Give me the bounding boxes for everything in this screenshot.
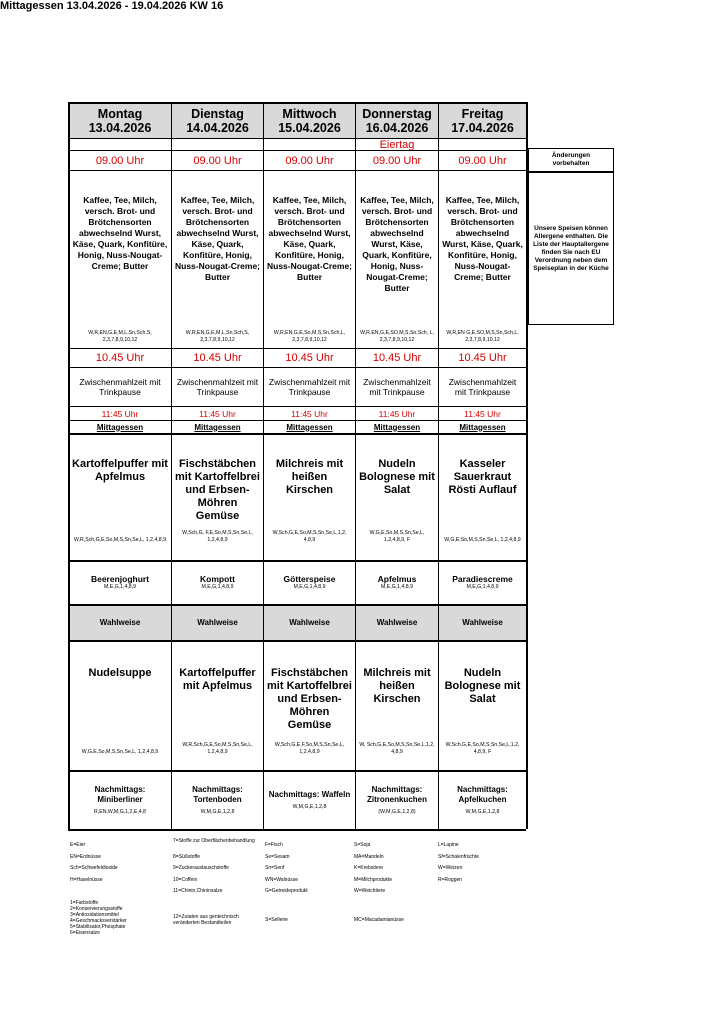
- breakfast-allergens: W,R,EN,G,E,M,L,Sn,Sch,S, 2,3,7,8,9,10,12: [88, 330, 152, 343]
- lunch-time: 11:45 Uhr: [199, 408, 236, 419]
- main-dish: Kasseler Sauerkraut Rösti Auflauf: [448, 458, 517, 496]
- afternoon-cell: [265, 771, 354, 829]
- legend-entry: Sch=Schwefeldioxide: [70, 865, 118, 871]
- breakfast-cell: [70, 171, 170, 348]
- lunch-label: Mittagessen: [286, 422, 333, 432]
- legend-entry: WN=Walnüsse: [265, 876, 299, 883]
- day-name: Freitag: [461, 106, 504, 121]
- dessert-allergens: M,E,G,1,4,8,9: [466, 584, 499, 590]
- alternative-allergens: W,Sch,G,E,F,So,M,S,Sn,Se,L, 1,2,4,8,9: [274, 742, 345, 755]
- alternative-cell: [265, 641, 354, 770]
- grid-line: [68, 367, 526, 368]
- wahlweise-label: Wahlweise: [376, 618, 418, 627]
- dessert-cell: [70, 561, 170, 604]
- legend-entry: EN=Erdnüsse: [70, 853, 101, 860]
- breakfast-text: Kaffee, Tee, Milch, versch. Brot- und Brötchensorten abwechselnd Wurst, Käse, Quark, Konfitüre, Honig, Nuss-Nougat-Creme; Butter: [360, 195, 434, 293]
- main-dish: Kartoffelpuffer mit Apfelmus: [72, 458, 168, 483]
- grid-line: [68, 604, 526, 606]
- holiday-label: [70, 139, 170, 150]
- dessert: Apfelmus: [377, 574, 417, 584]
- dessert-allergens: M,E,G,1,4,8,9: [380, 584, 413, 590]
- grid-line: [68, 150, 526, 151]
- breakfast-text: Kaffee, Tee, Milch, versch. Brot- und Brötchensorten abwechselnd Wurst, Käse, Quark, Konfitüre, Honig, Nuss-Nougat-Creme; Butter: [267, 195, 353, 282]
- afternoon-allergens: W,M,G,E,1,2,8: [465, 808, 500, 815]
- breakfast-time: 09.00 Uhr: [372, 154, 422, 167]
- afternoon-allergens: R,EN,W,M,G,1,2,E,4,8: [94, 808, 146, 815]
- legend-entry: G=Getreideprodukt: [265, 888, 308, 894]
- lunch-label: Mittagessen: [96, 422, 144, 432]
- legend-entry: M=Milchprodukte: [354, 876, 393, 883]
- dessert-cell: [173, 561, 262, 604]
- snack-text: Zwischenmahlzeit mit Trinkpause: [79, 377, 161, 397]
- breakfast-time: 09.00 Uhr: [95, 154, 145, 167]
- main-dish: Milchreis mit heißen Kirschen: [275, 458, 344, 496]
- day-date: 16.04.2026: [365, 120, 429, 135]
- legend-entry: F=Fisch: [265, 842, 283, 848]
- afternoon-allergens: W,M,G,E,1,2,8: [200, 808, 235, 815]
- legend-entry: W=Weichtiere: [354, 888, 386, 894]
- afternoon-snack: Nachmittags: Tortenboden: [192, 784, 243, 804]
- dessert: Kompott: [200, 574, 235, 584]
- afternoon-allergens: W,M,G,E,1,2,8: [292, 803, 327, 810]
- lunch-time: 11:45 Uhr: [464, 408, 501, 419]
- day-name: Mittwoch: [282, 106, 337, 121]
- main-dish-cell: [70, 434, 170, 560]
- breakfast-cell: [265, 171, 354, 348]
- day-date: 17.04.2026: [451, 120, 514, 135]
- legend-entry: H=Haselnüsse: [70, 876, 103, 883]
- legend-entry: MC=Macadamianüsse: [354, 917, 404, 923]
- afternoon-snack: Nachmittags: Miniberliner: [94, 784, 146, 804]
- main-dish-allergens: W,Sch,G,E,So,M,S,Sn,Se,L,1,2, 4,8,9: [272, 530, 347, 543]
- main-dish-allergens: W,G,E,So,M,S,Sn,Se,L, 1,2,4,8,9, F: [369, 530, 425, 543]
- snack-text: Zwischenmahlzeit mit Trinkpause: [363, 377, 431, 397]
- alternative-allergens: W, Sch,G,E,So,M,S,Sn,Se,L,1,2, 4,8,9: [359, 742, 435, 755]
- grid-line: [68, 420, 526, 421]
- dessert-cell: [265, 561, 354, 604]
- lunch-time: 11:45 Uhr: [101, 408, 139, 419]
- main-dish-cell: [357, 434, 437, 560]
- snack-time: 10.45 Uhr: [193, 352, 242, 364]
- wahlweise-label: Wahlweise: [289, 618, 330, 627]
- breakfast-cell: [173, 171, 262, 348]
- dessert: Götterspeise: [283, 574, 336, 584]
- legend-entry: 8=Süßstoffe: [173, 853, 201, 860]
- grid-line: [68, 560, 526, 562]
- grid-line: [438, 102, 439, 829]
- breakfast-allergens: W,R,EN G,E,SO,M,S,Sn,Sch,L, 2,3,7,8,9,10,12: [446, 330, 519, 343]
- alternative-cell: [173, 641, 262, 770]
- legend-entry: MA=Mandeln: [354, 853, 384, 860]
- alternative-dish: Nudeln Bolognese mit Salat: [444, 667, 521, 705]
- day-header: [265, 103, 354, 138]
- legend-entry: 9=Zuckeraustauschstoffe: [173, 865, 229, 871]
- wahlweise-label: Wahlweise: [99, 618, 141, 627]
- holiday-label: [440, 139, 525, 150]
- lunch-time: 11:45 Uhr: [291, 408, 328, 419]
- snack-text: Zwischenmahlzeit mit Trinkpause: [448, 377, 517, 397]
- legend-entry: W=Weizen: [438, 865, 463, 871]
- snack-time: 10.45 Uhr: [95, 352, 145, 364]
- holiday-label: [265, 139, 354, 150]
- afternoon-cell: [357, 771, 437, 829]
- breakfast-cell: [440, 171, 525, 348]
- legend-entry: S=Sellerie: [265, 917, 288, 923]
- grid-line: [355, 102, 356, 829]
- alternative-allergens: W,Sch,G,E,So,M,S,Sn,Se,L,1,2, 4,8,9, F: [445, 742, 520, 755]
- lunch-label: Mittagessen: [459, 422, 506, 432]
- dessert-allergens: M,E,G,1,4,8,9: [201, 584, 234, 590]
- holiday-label: [173, 139, 262, 150]
- grid-line: [68, 102, 526, 104]
- snack-time: 10.45 Uhr: [458, 352, 507, 364]
- legend-entry: R=Roggen: [438, 876, 463, 883]
- day-date: 15.04.2026: [278, 120, 341, 135]
- snack-time: 10.45 Uhr: [285, 352, 334, 364]
- alternative-dish: Milchreis mit heißen Kirschen: [363, 667, 431, 705]
- alternative-allergens: W,G,E,So,M,S,Sn,Se,L, 1,2,4,8,9: [81, 749, 159, 755]
- grid-line: [171, 102, 172, 829]
- breakfast-cell: [357, 171, 437, 348]
- legend-entry: S=Soja: [354, 842, 371, 848]
- dessert: Beerenjoghurt: [90, 574, 150, 584]
- grid-line: [68, 829, 526, 831]
- day-name: Dienstag: [191, 106, 244, 121]
- breakfast-time: 09.00 Uhr: [458, 154, 507, 167]
- afternoon-cell: [70, 771, 170, 829]
- breakfast-time: 09.00 Uhr: [193, 154, 242, 167]
- dessert-allergens: M,E,G,1,4,8,9: [103, 584, 136, 590]
- afternoon-cell: [440, 771, 525, 829]
- grid-line: [68, 102, 70, 829]
- grid-line: [68, 770, 526, 772]
- main-dish-cell: [173, 434, 262, 560]
- afternoon-snack: Nachmittags: Zitronenkuchen: [366, 784, 427, 804]
- alternative-cell: [440, 641, 525, 770]
- day-header: [357, 103, 437, 138]
- alternative-cell: [70, 641, 170, 770]
- legend-entry: E=Eier: [70, 842, 86, 848]
- holiday-label: Eiertag: [379, 138, 415, 151]
- grid-line: [68, 138, 526, 139]
- day-date: 13.04.2026: [88, 120, 152, 135]
- snack-time: 10.45 Uhr: [372, 352, 422, 364]
- legend-entry: 7=Stoffe zur Oberflächenbehandlung: [173, 838, 255, 844]
- grid-line: [68, 170, 526, 171]
- breakfast-allergens: W,R,EN,G,E,SO,M,S,Sn,Sch, L, 2,3,7,8,9,10,12: [360, 330, 434, 343]
- afternoon-snack: Nachmittags: Waffeln: [268, 789, 351, 799]
- dessert-cell: [357, 561, 437, 604]
- legend-entry: 10=Coffein: [173, 876, 198, 883]
- main-dish-allergens: W,Sch,G, F,E,So,M,S,Sn,Se,L, 1,2,4,8,9: [182, 530, 253, 543]
- breakfast-text: Kaffee, Tee, Milch, versch. Brot- und Brötchensorten abwechselnd Wurst, Käse, Quark, Konfitüre, Honig, Nuss-Nougat-Creme; Butter: [175, 195, 261, 282]
- legend-entry: Sn=Senf: [265, 865, 285, 871]
- grid-line: [263, 102, 264, 829]
- main-dish-cell: [265, 434, 354, 560]
- day-header: [70, 103, 170, 138]
- alternative-dish: Fischstäbchen mit Kartoffelbrei und Erbsen-Möhren Gemüse: [267, 667, 352, 731]
- grid-line: [68, 406, 526, 407]
- dessert-cell: [440, 561, 525, 604]
- afternoon-cell: [173, 771, 262, 829]
- afternoon-allergens: (W,M,G,E,1,2,8): [378, 808, 416, 815]
- grid-line: [68, 433, 526, 435]
- lunch-time: 11:45 Uhr: [378, 408, 416, 419]
- page-title: Mittagessen 13.04.2026 - 19.04.2026 KW 16: [0, 0, 224, 12]
- main-dish-allergens: W,G,E,So,M,S,Sn,Se,L, 1,2,4,8,9: [444, 537, 521, 543]
- alternative-dish: Kartoffelpuffer mit Apfelmus: [179, 667, 256, 692]
- legend-entry: L=Lupine: [438, 842, 459, 848]
- day-header: [440, 103, 525, 138]
- main-dish-cell: [440, 434, 525, 560]
- main-dish: Nudeln Bolognese mit Salat: [359, 458, 435, 496]
- legend-entry: 11=Chinin,Chininsalze: [173, 888, 223, 894]
- legend-entry: Sf=Schalenfrüchte: [438, 853, 479, 860]
- day-name: Donnerstag: [362, 106, 432, 121]
- day-date: 14.04.2026: [186, 120, 249, 135]
- breakfast-text: Kaffee, Tee, Milch, versch. Brot- und Brötchensorten abwechselnd Wurst, Käse, Quark, Konfitüre, Honig, Nuss-Nougat-Creme; Butter: [442, 195, 523, 282]
- lunch-label: Mittagessen: [373, 422, 421, 432]
- legend-entry: 12=Zutaten aus gentechnisch veränderten Bestandteilen: [173, 914, 239, 926]
- wahlweise-label: Wahlweise: [462, 618, 503, 627]
- alternative-dish: Nudelsuppe: [88, 667, 152, 679]
- dessert-allergens: M,E,G,1,4,8,9: [293, 584, 326, 590]
- changes-note: Änderungen vorbehalten: [528, 148, 614, 172]
- wahlweise-label: Wahlweise: [197, 618, 238, 627]
- lunch-label: Mittagessen: [194, 422, 241, 432]
- main-dish-allergens: W,R,Sch,G,E,So,M,S,Sn,Se,L, 1,2,4,8,9: [74, 537, 166, 543]
- legend-entry: Se=Sesam: [265, 853, 290, 860]
- day-header: [173, 103, 262, 138]
- alternative-cell: [357, 641, 437, 770]
- breakfast-time: 09.00 Uhr: [285, 154, 334, 167]
- grid-line: [68, 348, 526, 349]
- legend-entry: K=Krebstiere: [354, 865, 384, 871]
- allergen-note: Unsere Speisen können Allergene enthalten. Die Liste der Hauptallergene finden Sie nach EU Verordnung neben dem Speiseplan in der Küche: [528, 172, 614, 325]
- breakfast-allergens: W,R,EN,G,E,So,M,S,Sn,Sch,L, 2,3,7,8,9,10,12: [273, 330, 346, 343]
- dessert: Paradiescreme: [452, 574, 513, 584]
- snack-text: Zwischenmahlzeit mit Trinkpause: [176, 377, 259, 397]
- breakfast-text: Kaffee, Tee, Milch, versch. Brot- und Brötchensorten abwechselnd Wurst, Käse, Quark, Konfitüre, Honig, Nuss-Nougat-Creme; Butter: [72, 195, 168, 271]
- afternoon-snack: Nachmittags: Apfelkuchen: [457, 784, 508, 804]
- main-dish: Fischstäbchen mit Kartoffelbrei und Erbsen-Möhren Gemüse: [175, 458, 260, 522]
- alternative-allergens: W,R,Sch,G,E,So,M,S,Sn,Se,L, 1,2,4,8,9: [182, 742, 253, 755]
- snack-text: Zwischenmahlzeit mit Trinkpause: [268, 377, 351, 397]
- day-name: Montag: [97, 106, 143, 121]
- grid-line: [68, 640, 526, 642]
- breakfast-allergens: W,R,EN,G,E,M,L,Sn,Sch,S, 2,3,7,8,9,10,12: [185, 330, 250, 343]
- legend-additives: 1=Farbstoffe 2=Konservierungsstoffe 3=Antioxidationsmittel 4=Geschmacksverstärker 5=Stabilisator,Phosphate 6=Eisensalze: [70, 900, 127, 936]
